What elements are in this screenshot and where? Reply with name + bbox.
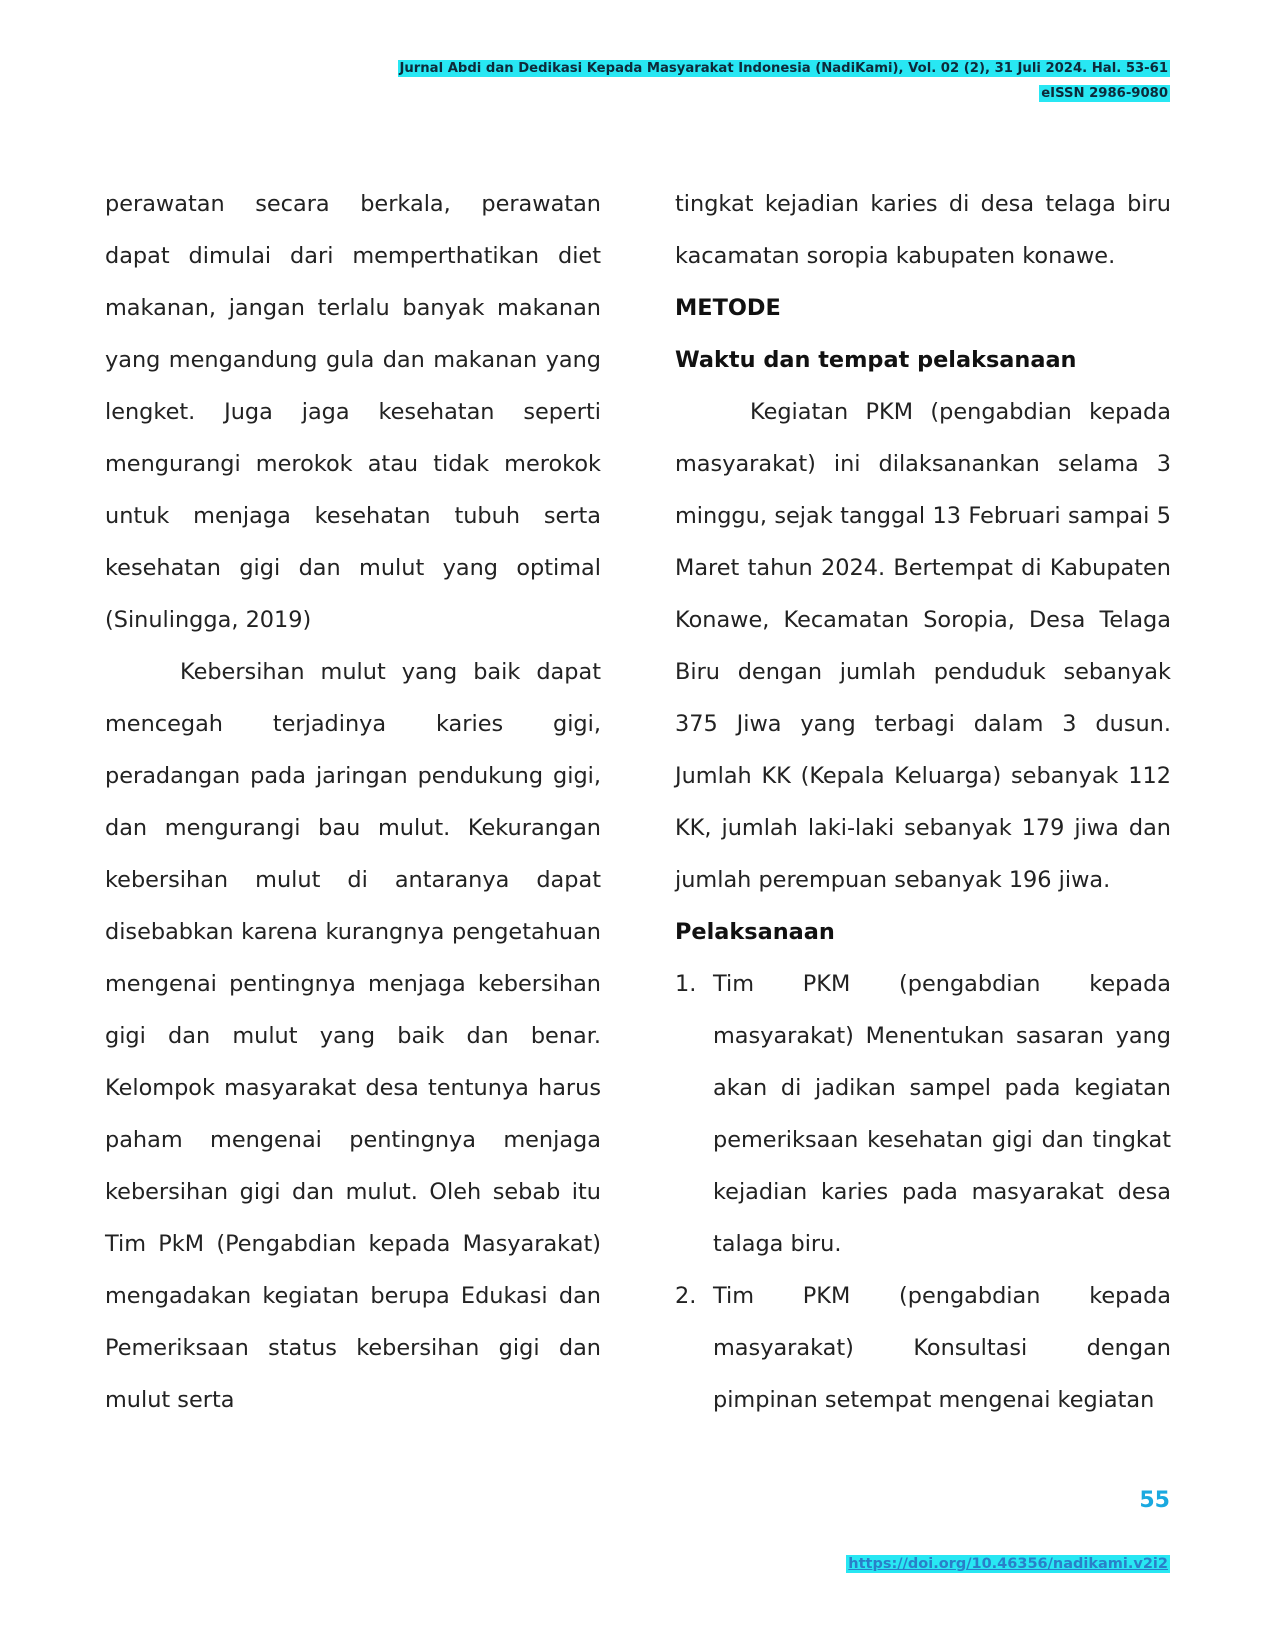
right-paragraph-continued: tingkat kejadian karies di desa telaga biru kacamatan soropia kabupaten konawe. <box>675 191 1171 269</box>
left-column <box>105 178 601 1426</box>
list-item-number: 1. <box>675 971 697 997</box>
right-column <box>675 178 1171 1426</box>
subheading-waktu-tempat: Waktu dan tempat pelaksanaan <box>675 347 1077 373</box>
paragraph-waktu-tempat: Kegiatan PKM (pengabdian kepada masyarakat) ini dilaksanankan selama 3 minggu, sejak tanggal 13 Februari sampai 5 Maret tahun 2024. Bertempat di Kabupaten Konawe, Kecamatan Soropia, Desa Telaga Biru dengan jumlah penduduk sebanyak 375 Jiwa yang terbagi dalam 3 dusun. Jumlah KK (Kepala Keluarga) sebanyak 112 KK, jumlah laki-laki sebanyak 179 jiwa dan jumlah perempuan sebanyak 196 jiwa. <box>675 399 1171 893</box>
doi-footer <box>846 1556 1170 1572</box>
list-item <box>675 958 1171 1270</box>
list-item-text: Tim PKM (pengabdian kepada masyarakat) Menentukan sasaran yang akan di jadikan sampel pada kegiatan pemeriksaan kesehatan gigi dan tingkat kejadian karies pada masyarakat desa talaga biru. <box>713 971 1171 1257</box>
section-heading-metode: METODE <box>675 295 781 321</box>
list-item <box>675 1270 1171 1426</box>
left-paragraph-continued: perawatan secara berkala, perawatan dapat dimulai dari memperthatikan diet makanan, jangan terlalu banyak makanan yang mengandung gula dan makanan yang lengket. Juga jaga kesehatan seperti mengurangi merokok atau tidak merokok untuk menjaga kesehatan tubuh serta kesehatan gigi dan mulut yang optimal (Sinulingga, 2019) <box>105 191 601 633</box>
eissn-label: eISSN 2986-9080 <box>1041 86 1168 101</box>
journal-citation: Jurnal Abdi dan Dedikasi Kepada Masyarakat Indonesia (NadiKami), Vol. 02 (2), 31 Juli 2024. Hal. 53-61 <box>399 61 1168 76</box>
subheading-pelaksanaan: Pelaksanaan <box>675 919 835 945</box>
page-number: 55 <box>1139 1488 1170 1513</box>
left-paragraph-kebersihan: Kebersihan mulut yang baik dapat mencegah terjadinya karies gigi, peradangan pada jaringan pendukung gigi, dan mengurangi bau mulut. Kekurangan kebersihan mulut di antaranya dapat disebabkan karena kurangnya pengetahuan mengenai pentingnya menjaga kebersihan gigi dan mulut yang baik dan benar. Kelompok masyarakat desa tentunya harus paham mengenai pentingnya menjaga kebersihan gigi dan mulut. Oleh sebab itu Tim PkM (Pengabdian kepada Masyarakat) mengadakan kegiatan berupa Edukasi dan Pemeriksaan status kebersihan gigi dan mulut serta <box>105 659 601 1413</box>
journal-header <box>398 56 1171 106</box>
list-item-text: Tim PKM (pengabdian kepada masyarakat) Konsultasi dengan pimpinan setempat mengenai kegiatan <box>713 1283 1171 1413</box>
doi-link[interactable]: https://doi.org/10.46356/nadikami.v2i2 <box>848 1556 1168 1572</box>
pelaksanaan-steps-list <box>675 958 1171 1426</box>
list-item-number: 2. <box>675 1283 697 1309</box>
